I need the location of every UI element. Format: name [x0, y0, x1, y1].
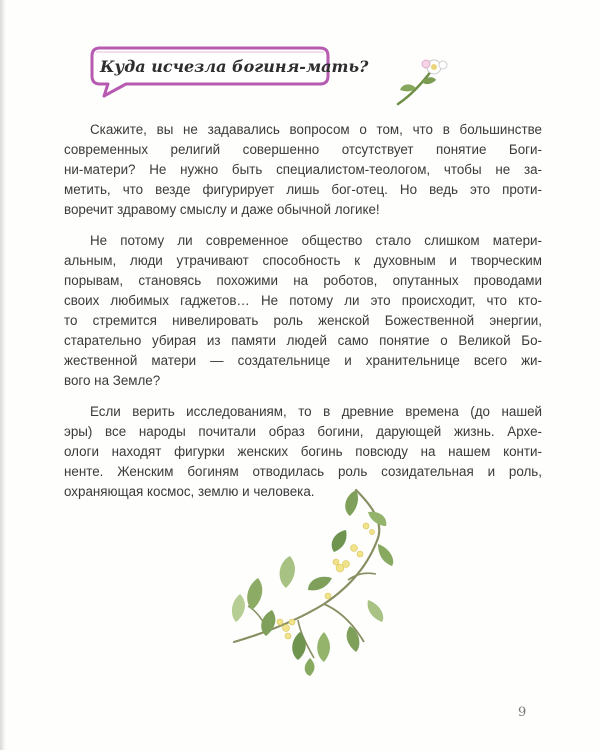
- text-line: ненте. Женским богиням отводилась роль созидательная и роль,: [64, 464, 542, 479]
- text-line: воречит здравому смыслу и даже обычной логике!: [64, 202, 380, 217]
- text-line: Не потому ли современное общество стало слишком матери-: [90, 233, 542, 248]
- text-line: старательно убирая из памяти людей само понятие о Великой Бо-: [64, 333, 542, 348]
- article-body: [64, 120, 542, 513]
- text-line: своих любимых гаджетов… Не потому ли это происходит, что кто-: [64, 293, 542, 308]
- text-line: вого на Земле?: [64, 373, 161, 388]
- text-line: жественной матери — создательнице и хранительнице всего жи-: [64, 353, 542, 368]
- text-line: ологи находят фигурки женских богинь повсюду на нашем конти-: [64, 444, 542, 459]
- page-edge-shadow: [0, 0, 6, 750]
- chapter-title: Куда исчезла богиня-мать?: [100, 57, 369, 76]
- text-line: альным, люди утрачивают способность к духовным и творческим: [64, 253, 542, 268]
- text-line: метить, что везде фигурирует лишь бог-отец. Но ведь это проти-: [64, 182, 542, 197]
- text-line: современных религий совершенно отсутствует понятие Боги-: [64, 142, 542, 157]
- paragraph: [64, 231, 542, 391]
- chapter-heading-bubble: [86, 46, 369, 94]
- paragraph: [64, 120, 542, 220]
- text-line: эры) все народы почитали образ богини, дарующей жизнь. Архе-: [64, 424, 542, 439]
- text-line: Скажите, вы не задавались вопросом о том, что в большинстве: [90, 122, 542, 137]
- text-line: Если верить исследованиям, то в древние времена (до нашей: [90, 404, 542, 419]
- botanical-illustration: [228, 482, 408, 678]
- page-number: 9: [518, 705, 527, 720]
- text-line: то стремится нивелировать роль женской Божественной энергии,: [64, 313, 542, 328]
- text-line: порывам, становясь похожими на роботов, опутанных проводами: [64, 273, 542, 288]
- flower-sprig-icon: [392, 56, 452, 108]
- text-line: ни-матери? Не нужно быть специалистом-теологом, чтобы не за-: [64, 162, 542, 177]
- text-line: охраняющая космос, землю и человека.: [64, 484, 315, 499]
